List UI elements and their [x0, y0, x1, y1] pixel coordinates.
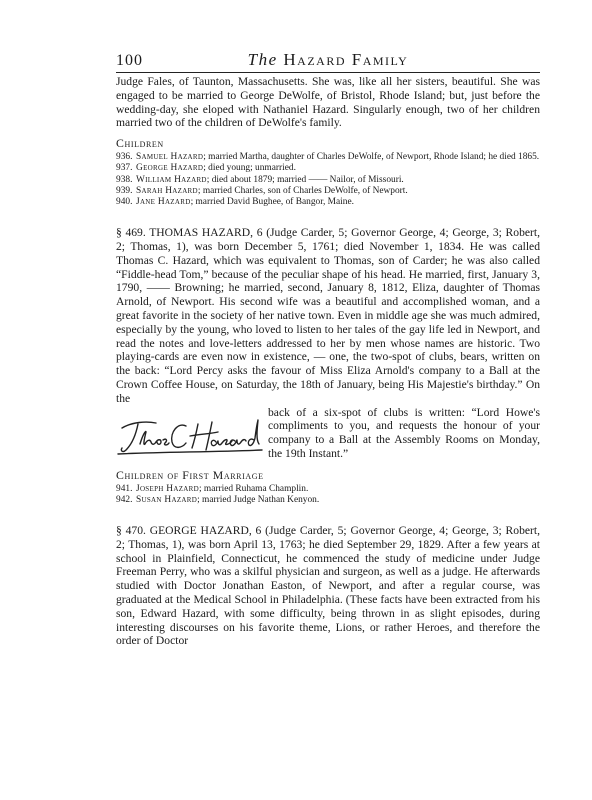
spacer [116, 506, 540, 524]
spacer [116, 208, 540, 226]
running-title [248, 50, 409, 70]
entry-description: ; married Ruhama Champlin. [198, 483, 309, 494]
entry-number: 938. [116, 174, 133, 185]
entry-description: ; died about 1879; married —— Nailor, of Missouri. [206, 174, 404, 185]
entry-name: Sarah Hazard [136, 185, 198, 196]
children-heading: Children [116, 136, 164, 151]
section-469-text: § 469. THOMAS HAZARD, 6 (Judge Carder, 5; Governor George, 4; George, 3; Robert, 2; Thomas, 1), was born December 5, 1761; died November 1, 1834. He was called Thomas C. Hazard, which was equivalent to Thomas, son of Carder; he was also called “Fiddle-head Tom,” because of the peculiar shape of his head. He married, first, January 3, 1790, —— Browning; he married, second, January 8, 1812, Eliza, daughter of Thomas Arnold, of Newport. His second wife was a beautiful and accomplished woman, and a great favorite in the society of her native town. Even in middle age she was much admired, especially by the young, who loved to listen to her tales of the gay life led in Newport, and read the notes and love-letters addressed to her by men whose names are historic. Two playing-cards are even now in existence, — one, the two-spot of clubs, bears, written on the back: “Lord Percy asks the favour of Miss Eliza Arnold's company to a Ball at the Crown Coffee House, on Saturday, the 18th of January, being His Majestie's birthday.” On the [116, 226, 540, 405]
entry-number: 939. [116, 185, 133, 196]
entry-number: 936. [116, 152, 133, 163]
page-number: 100 [116, 52, 143, 69]
entry-number: 940. [116, 197, 133, 207]
children-list [116, 152, 540, 208]
list-item [116, 495, 540, 506]
entry-description: ; died young; unmarried. [203, 163, 296, 174]
entry-description: ; married David Bughee, of Bangor, Maine. [190, 197, 354, 207]
entry-description: ; married Martha, daughter of Charles DeWolfe, of Newport, Rhode Island; he died 1865. [203, 152, 540, 163]
entry-name: George Hazard [136, 163, 204, 174]
entry-name: William Hazard [136, 174, 207, 185]
list-item [116, 484, 540, 495]
children-first-marriage-list [116, 484, 540, 506]
entry-name: Jane Hazard [136, 197, 191, 207]
book-page [116, 50, 540, 648]
entry-number: 941. [116, 483, 133, 494]
list-item [116, 197, 540, 208]
intro-paragraph: Judge Fales, of Taunton, Massachusetts. She was, like all her sisters, beautiful. She was engaged to be married to George DeWolfe, of Bristol, Rhode Island; but, just before the wedding-day, she eloped with Nathaniel Hazard. Singularly enough, two of her children married two of the children of DeWolfe's family. [116, 75, 540, 130]
running-title-rest: Hazard Family [283, 50, 409, 69]
handwritten-signature [116, 406, 268, 462]
list-item [116, 175, 540, 186]
entry-description: ; married Judge Nathan Kenyon. [197, 494, 320, 505]
entry-number: 937. [116, 163, 133, 174]
list-item [116, 186, 540, 197]
section-469-continued: back of a six-spot of clubs is written: “Lord Howe's compliments to you, and requests the honour of your company to a Ball at the Assembly Rooms on Monday, the 19th Instant.” [268, 405, 540, 460]
section-470-text: § 470. GEORGE HAZARD, 6 (Judge Carder, 5; Governor George, 4; George, 3; Robert, 2; Thomas, 1), was born April 13, 1763; he died September 29, 1829. After a few years at school in Plainfield, Connecticut, he commenced the study of medicine under Judge Freeman Perry, who was a skilful physician and surgeon, as well as a judge. He afterwards studied with Doctor Jonathan Easton, of Newport, and after a regular course, was graduated at the Medical School in Philadelphia. (These facts have been extracted from his son, Edward Hazard, with some difficulty, being thrown in as slight episodes, during interesting discourses on his favorite theme, Lions, or rather Heroes, and therefore the order of Doctor [116, 523, 540, 648]
entry-name: Samuel Hazard [136, 152, 204, 163]
running-header [116, 50, 540, 73]
entry-name: Susan Hazard [136, 494, 198, 505]
entry-description: ; married Charles, son of Charles DeWolfe, of Newport. [197, 185, 408, 196]
signature-block [116, 406, 540, 462]
entry-name: Joseph Hazard [136, 483, 199, 494]
list-item [116, 152, 540, 163]
list-item [116, 163, 540, 174]
running-title-the: The [247, 50, 278, 69]
entry-number: 942. [116, 494, 133, 505]
children-first-marriage-heading: Children of First Marriage [116, 467, 264, 482]
